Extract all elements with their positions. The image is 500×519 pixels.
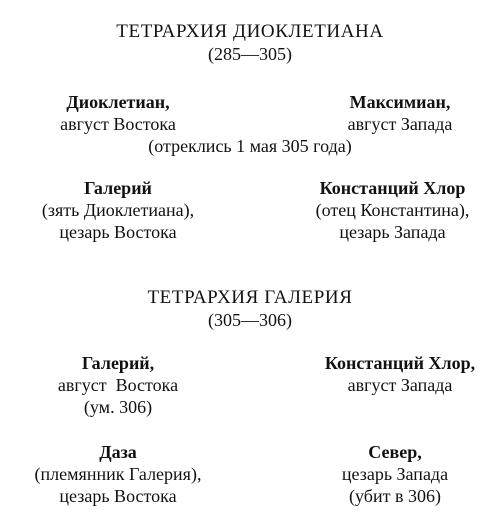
ruler-title: цезарь Востока xyxy=(59,486,177,506)
section-years-diocletian: (285—305) xyxy=(208,44,292,64)
ruler-title: август Запада xyxy=(347,114,453,134)
ruler-title: цезарь Востока xyxy=(59,222,177,242)
ruler-title: август Востока xyxy=(57,375,179,395)
section-years-galerius: (305—306) xyxy=(208,310,292,330)
section-title-galerius: ТЕТРАРХИЯ ГАЛЕРИЯ xyxy=(147,287,353,308)
ruler-name: Даза xyxy=(99,442,137,462)
ruler-name: Констанций Хлор xyxy=(319,178,466,198)
section-title-diocletian: ТЕТРАРХИЯ ДИОКЛЕТИАНА xyxy=(116,21,384,42)
ruler-name: Галерий xyxy=(84,178,152,198)
augustus-west-diocletian xyxy=(300,91,500,135)
ruler-relation: (отец Константина), xyxy=(315,200,470,220)
caesar-west-galerius xyxy=(295,441,495,507)
augustus-east-galerius xyxy=(18,352,218,418)
ruler-name: Констанций Хлор, xyxy=(324,353,476,373)
ruler-name: Север, xyxy=(368,442,422,462)
ruler-name: Диоклетиан, xyxy=(66,92,170,112)
abdication-note: (отреклись 1 мая 305 года) xyxy=(148,136,352,156)
ruler-relation: (зять Диоклетиана), xyxy=(41,200,195,220)
ruler-note: (ум. 306) xyxy=(83,397,153,417)
augustus-east-diocletian xyxy=(18,91,218,135)
augustus-west-galerius xyxy=(300,352,500,396)
ruler-title: август Востока xyxy=(60,114,176,134)
ruler-title: цезарь Запада xyxy=(339,222,446,242)
caesar-west-diocletian xyxy=(285,177,500,243)
caesar-east-diocletian xyxy=(8,177,228,243)
caesar-east-galerius xyxy=(8,441,228,507)
ruler-note: (убит в 306) xyxy=(349,486,441,506)
ruler-title: цезарь Запада xyxy=(341,464,449,484)
ruler-title: август Запада xyxy=(347,375,453,395)
ruler-relation: (племянник Галерия), xyxy=(34,464,202,484)
ruler-name: Галерий, xyxy=(81,353,155,373)
ruler-name: Максимиан, xyxy=(349,92,451,112)
